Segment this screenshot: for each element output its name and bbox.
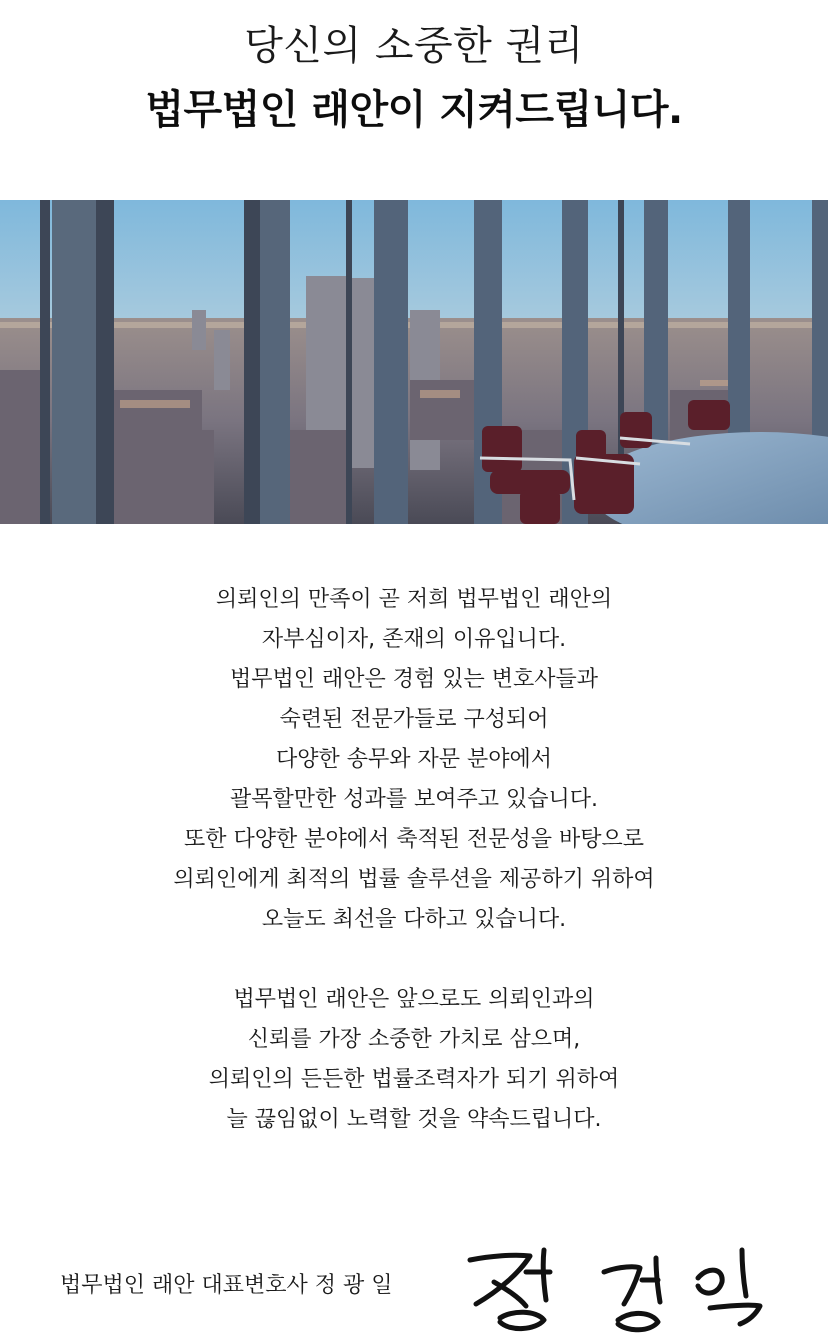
promise-line: 의뢰인의 든든한 법률조력자가 되기 위하여 <box>208 1067 620 1092</box>
headline-subtitle: 법무법인 래안이 지켜드립니다. <box>145 87 683 133</box>
intro-line: 자부심이자, 존재의 이유입니다. <box>261 627 567 652</box>
signature-icon <box>460 1238 780 1334</box>
headline-title: 당신의 소중한 권리 <box>244 23 584 69</box>
promise-line: 법무법인 래안은 앞으로도 의뢰인과의 <box>233 987 595 1012</box>
intro-line: 다양한 송무와 자문 분야에서 <box>275 747 552 772</box>
intro-line: 의뢰인의 만족이 곧 저희 법무법인 래안의 <box>215 587 613 612</box>
hero-image <box>0 200 828 524</box>
paragraph-divider <box>0 940 828 980</box>
intro-text <box>0 580 828 1140</box>
promise-line: 신뢰를 가장 소중한 가치로 삼으며, <box>247 1027 581 1052</box>
promise-line: 늘 끊임없이 노력할 것을 약속드립니다. <box>226 1107 602 1132</box>
intro-line: 의뢰인에게 최적의 법률 솔루션을 제공하기 위하여 <box>173 867 655 892</box>
office-cityscape-image <box>0 200 828 524</box>
intro-line: 숙련된 전문가들로 구성되어 <box>279 707 549 732</box>
intro-line: 법무법인 래안은 경험 있는 변호사들과 <box>229 667 598 692</box>
intro-line: 오늘도 최선을 다하고 있습니다. <box>261 907 567 932</box>
representative-title: 법무법인 래안 대표변호사 정 광 일 <box>60 1273 393 1298</box>
intro-line: 괄목할만한 성과를 보여주고 있습니다. <box>229 787 598 812</box>
intro-line: 또한 다양한 분야에서 축적된 전문성을 바탕으로 <box>183 827 644 852</box>
